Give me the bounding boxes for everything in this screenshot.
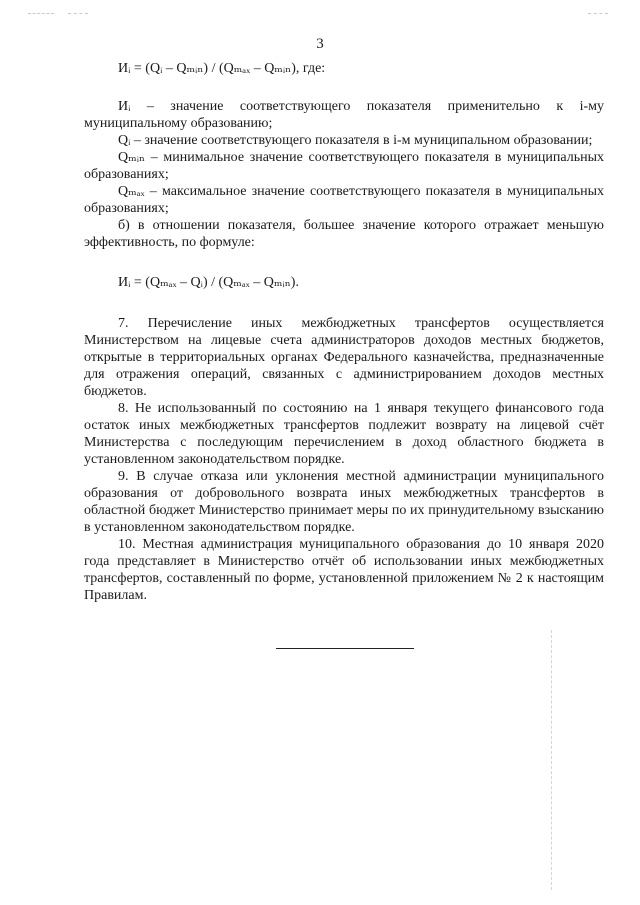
- end-divider: [276, 648, 414, 649]
- definition-qi: Qᵢ – значение соответствующего показателя в i-м муниципальном образовании;: [118, 133, 593, 148]
- page-number: 3: [316, 36, 324, 52]
- definition-qmin: Qₘᵢₙ – минимальное значение соответствующего показателя в муниципальных образованиях;: [84, 150, 604, 182]
- definition-i: Иᵢ – значение соответствующего показателя применительно к i-му муниципальному образованию;: [84, 99, 604, 131]
- paragraph-10: 10. Местная администрация муниципального образования до 10 января 2020 года представляет в Министерство отчёт об использовании иных межбюджетных трансфертов, составленный по форме, установленной приложением № 2 к настоящим Правилам.: [84, 537, 604, 603]
- clause-b: б) в отношении показателя, большее значение которого отражает меньшую эффективность, по формуле:: [84, 218, 604, 250]
- scan-artifact-right-edge: [551, 630, 552, 890]
- document-body: [84, 60, 604, 604]
- formula-2: Иᵢ = (Qₘₐₓ – Qᵢ) / (Qₘₐₓ – Qₘᵢₙ).: [118, 275, 299, 290]
- paragraph-8: 8. Не использованный по состоянию на 1 января текущего финансового года остаток иных межбюджетных трансфертов подлежит возврату на лицевой счёт Министерства с последующим перечислением в доход областного бюджета в установленном законодательством порядке.: [84, 401, 604, 467]
- scan-artifact-top-right: [588, 13, 608, 14]
- definition-qmax: Qₘₐₓ – максимальное значение соответствующего показателя в муниципальных образованиях;: [84, 184, 604, 216]
- scan-artifact-top-left: [28, 13, 54, 14]
- paragraph-7: 7. Перечисление иных межбюджетных трансфертов осуществляется Министерством на лицевые счета администраторов доходов местных бюджетов, открытые в территориальных органах Федерального казначейства, предназначенные для отражения операций, связанных с администрированием доходов местных бюджетов.: [84, 316, 604, 399]
- scan-artifact-top-mid: [68, 13, 88, 14]
- paragraph-9: 9. В случае отказа или уклонения местной администрации муниципального образования от добровольного возврата иных межбюджетных трансфертов в областной бюджет Министерство принимает меры по их принудительному взысканию в установленном законодательством порядке.: [84, 469, 604, 535]
- formula-1: Иᵢ = (Qᵢ – Qₘᵢₙ) / (Qₘₐₓ – Qₘᵢₙ), где:: [118, 61, 326, 76]
